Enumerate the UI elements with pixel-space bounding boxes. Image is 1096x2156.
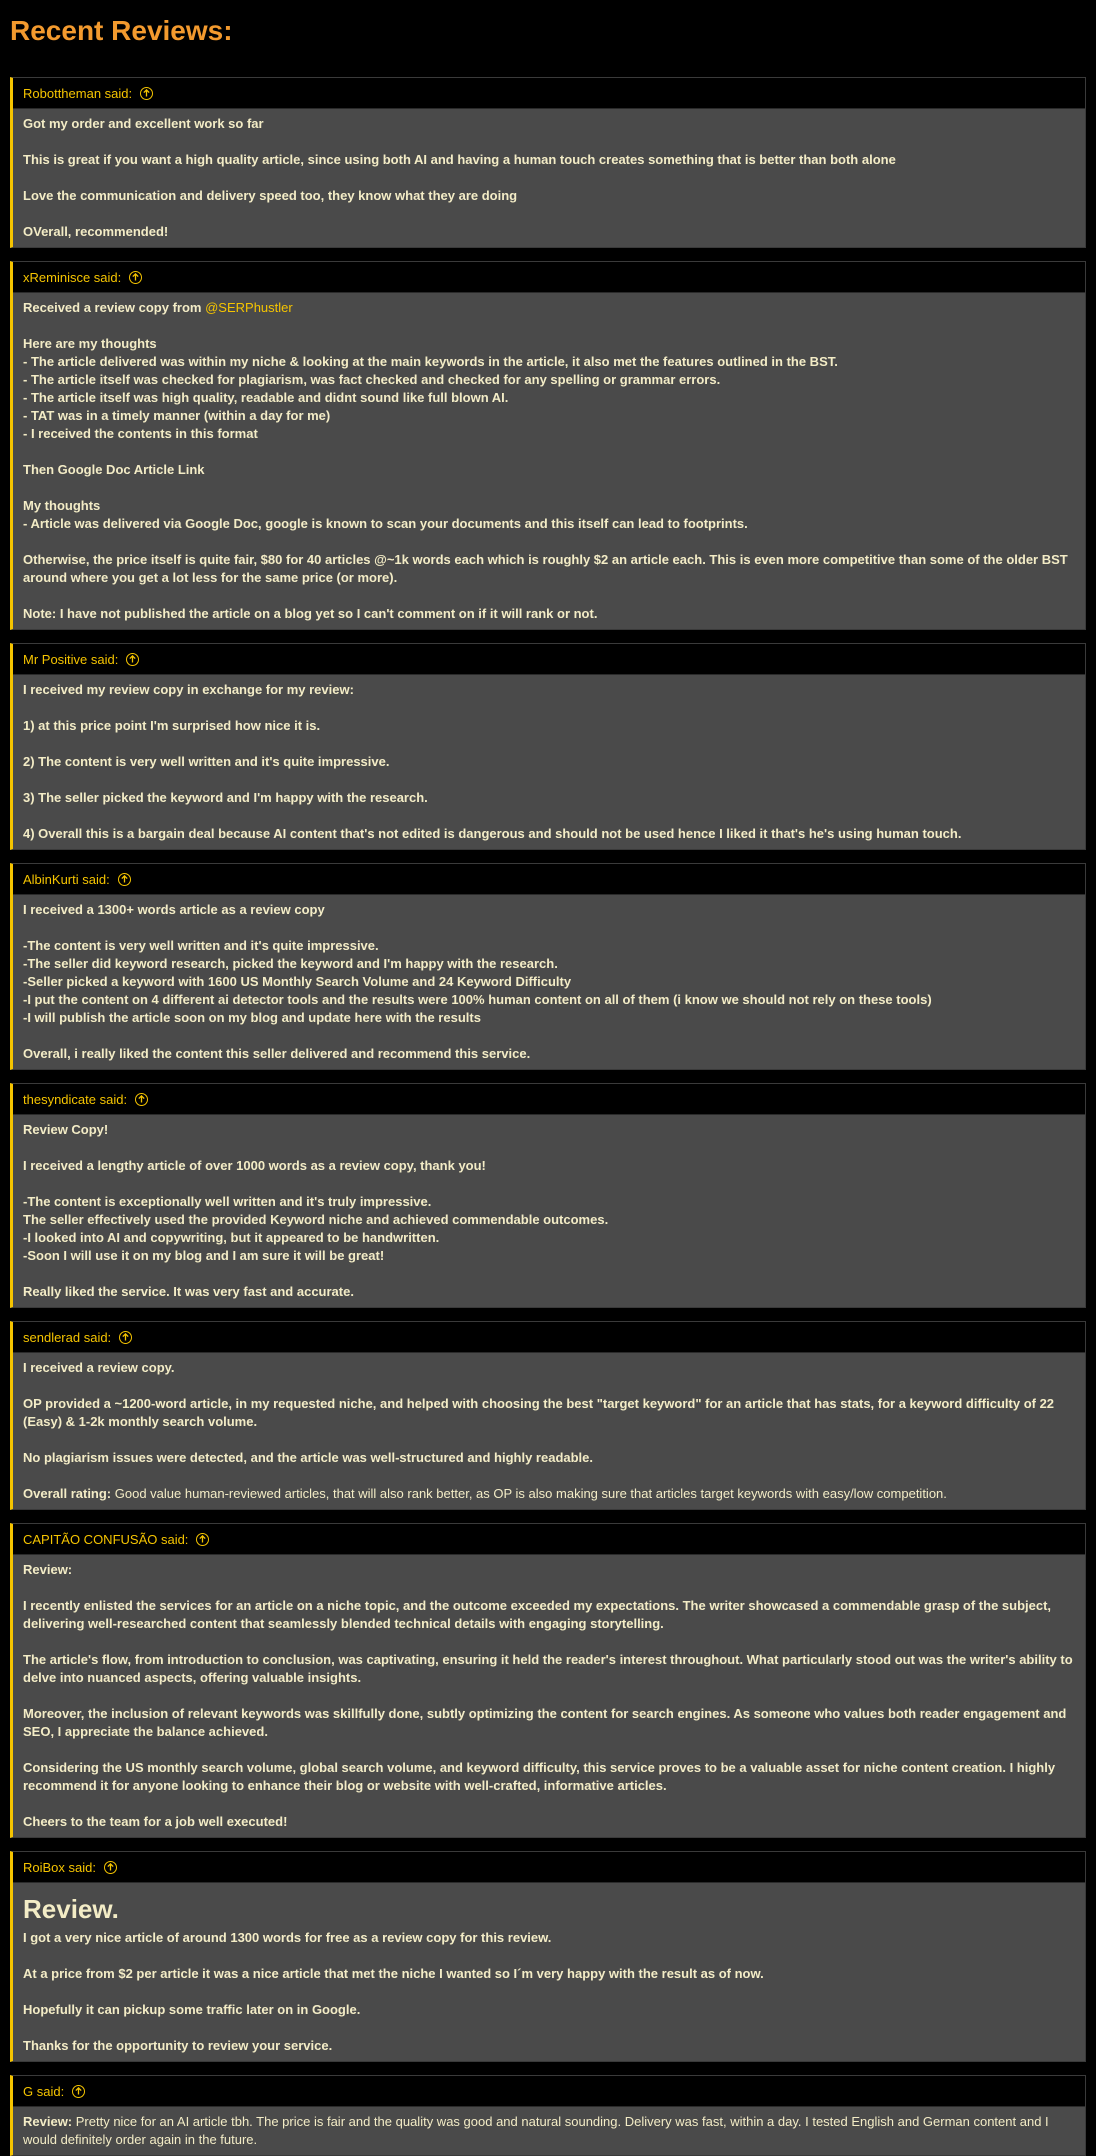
line-break [23, 1027, 1075, 1045]
user-mention-link[interactable]: @SERPhustler [205, 300, 293, 315]
review-line: Here are my thoughts [23, 336, 157, 351]
arrow-up-circle-icon[interactable] [129, 271, 142, 284]
review-line: Considering the US monthly search volume, global search volume, and keyword difficulty, this service proves to be a valuable asset for niche content creation. I highly recommend it for anyone looking to enhance their blog or website with well-crafted, informative articles. [23, 1760, 1056, 1793]
review-author[interactable]: Robottheman said: [23, 85, 133, 101]
quote-header [13, 78, 1085, 109]
review-line: Got my order and excellent work so far [23, 116, 264, 131]
line-break [23, 919, 1075, 937]
review-quote [10, 1321, 1086, 1510]
review-body [13, 293, 1085, 629]
review-line: 1) at this price point I'm surprised how nice it is. [23, 718, 321, 733]
review-text: Pretty nice for an AI article tbh. The price is fair and the quality was good and natural sounding. Delivery was fast, within a day. I tested English and German content and I would definitely order again in the future. [23, 2114, 1049, 2147]
quote-header [13, 644, 1085, 675]
reviews-list [10, 77, 1086, 2156]
line-break [23, 1265, 1075, 1283]
review-body [13, 1353, 1085, 1509]
review-line: The article's flow, from introduction to conclusion, was captivating, ensuring it held the reader's interest throughout. What particularly stood out was the writer's ability to delve into nuanced aspects, offering valuable insights. [23, 1652, 1073, 1685]
arrow-up-circle-icon[interactable] [104, 1861, 117, 1874]
review-line: Really liked the service. It was very fast and accurate. [23, 1284, 354, 1299]
quote-header [13, 262, 1085, 293]
review-label: Overall rating: [23, 1486, 112, 1501]
line-break [23, 133, 1075, 151]
line-break [23, 1175, 1075, 1193]
review-line: No plagiarism issues were detected, and the article was well-structured and highly readable. [23, 1450, 594, 1465]
review-line: I got a very nice article of around 1300 words for free as a review copy for this review. [23, 1930, 552, 1945]
review-line: At a price from $2 per article it was a nice article that met the niche I wanted so I´m very happy with the result as of now. [23, 1966, 764, 1981]
review-body [13, 109, 1085, 247]
arrow-up-circle-icon[interactable] [140, 87, 153, 100]
review-line: Cheers to the team for a job well executed! [23, 1814, 288, 1829]
review-line: Otherwise, the price itself is quite fair, $80 for 40 articles @~1k words each which is roughly $2 an article each. This is even more competitive than some of the older BST around where you get a lot less for the same price (or more). [23, 552, 1068, 585]
review-line: Review: [23, 1562, 73, 1577]
review-line: I received my review copy in exchange for my review: [23, 682, 354, 697]
quote-header [13, 1084, 1085, 1115]
review-body [13, 1555, 1085, 1837]
review-line: 4) Overall this is a bargain deal because AI content that's not edited is dangerous and should not be used hence I liked it that's he's using human touch. [23, 826, 962, 841]
arrow-up-circle-icon[interactable] [126, 653, 139, 666]
review-line: -I looked into AI and copywriting, but it appeared to be handwritten. [23, 1230, 440, 1245]
review-body [13, 1115, 1085, 1307]
review-line: - TAT was in a timely manner (within a day for me) [23, 408, 331, 423]
review-line: Note: I have not published the article on a blog yet so I can't comment on if it will rank or not. [23, 606, 598, 621]
review-body [13, 1883, 1085, 2061]
review-line: Review Copy! [23, 1122, 109, 1137]
review-author[interactable]: AlbinKurti said: [23, 871, 110, 887]
quote-header [13, 1852, 1085, 1883]
line-break [23, 1431, 1075, 1449]
line-break [23, 1467, 1075, 1485]
review-line [23, 2113, 1075, 2149]
review-line: Then Google Doc Article Link [23, 462, 205, 477]
line-break [23, 807, 1075, 825]
review-line: -Seller picked a keyword with 1600 US Monthly Search Volume and 24 Keyword Difficulty [23, 974, 572, 989]
line-break [23, 443, 1075, 461]
line-break [23, 2019, 1075, 2037]
review-line: This is great if you want a high quality article, since using both AI and having a human touch creates something that is better than both alone [23, 152, 896, 167]
review-line: -Soon I will use it on my blog and I am sure it will be great! [23, 1248, 385, 1263]
review-heading: Review. [23, 1894, 119, 1924]
review-line: OP provided a ~1200-word article, in my requested niche, and helped with choosing the best "target keyword" for an article that has stats, for a keyword difficulty of 22 (Easy) & 1-2k monthly search volume. [23, 1396, 1055, 1429]
line-break [23, 479, 1075, 497]
review-text: Good value human-reviewed articles, that will also rank better, as OP is also making sure that articles target keywords with easy/low competition. [111, 1486, 947, 1501]
line-break [23, 1687, 1075, 1705]
review-body [13, 675, 1085, 849]
review-author[interactable]: thesyndicate said: [23, 1091, 128, 1107]
review-line: Thanks for the opportunity to review your service. [23, 2038, 333, 2053]
review-quote [10, 863, 1086, 1070]
line-break [23, 1983, 1075, 2001]
review-line: -The content is exceptionally well written and it's truly impressive. [23, 1194, 432, 1209]
review-quote [10, 261, 1086, 630]
review-line: -The content is very well written and it's quite impressive. [23, 938, 379, 953]
review-line: The seller effectively used the provided Keyword niche and achieved commendable outcomes. [23, 1212, 609, 1227]
quote-header [13, 2076, 1085, 2107]
review-line: - I received the contents in this format [23, 426, 258, 441]
line-break [23, 1795, 1075, 1813]
review-author[interactable]: G said: [23, 2083, 65, 2099]
review-line: I received a lengthy article of over 1000 words as a review copy, thank you! [23, 1158, 486, 1173]
review-line: - The article delivered was within my niche & looking at the main keywords in the article, it also met the features outlined in the BST. [23, 354, 838, 369]
quote-header [13, 1524, 1085, 1555]
line-break [23, 1139, 1075, 1157]
line-break [23, 771, 1075, 789]
quote-header [13, 1322, 1085, 1353]
arrow-up-circle-icon[interactable] [119, 1331, 132, 1344]
line-break [23, 699, 1075, 717]
review-author[interactable]: RoiBox said: [23, 1859, 96, 1875]
review-quote [10, 2075, 1086, 2156]
review-line: -I put the content on 4 different ai detector tools and the results were 100% human content on all of them (i know we should not rely on these tools) [23, 992, 932, 1007]
line-break [23, 735, 1075, 753]
line-break [23, 205, 1075, 223]
review-line: 3) The seller picked the keyword and I'm happy with the research. [23, 790, 428, 805]
review-line: Hopefully it can pickup some traffic later on in Google. [23, 2002, 361, 2017]
review-line: - The article itself was checked for plagiarism, was fact checked and checked for any spelling or grammar errors. [23, 372, 721, 387]
review-body [13, 2107, 1085, 2155]
review-line: -I will publish the article soon on my blog and update here with the results [23, 1010, 481, 1025]
review-line: Love the communication and delivery speed too, they know what they are doing [23, 188, 518, 203]
review-line [23, 1485, 1075, 1503]
review-line: - The article itself was high quality, readable and didnt sound like full blown AI. [23, 390, 509, 405]
review-line [23, 299, 1075, 317]
arrow-up-circle-icon[interactable] [118, 873, 131, 886]
review-label: Review: [23, 2114, 73, 2129]
review-quote [10, 643, 1086, 850]
line-break [23, 1741, 1075, 1759]
review-quote [10, 1083, 1086, 1308]
arrow-up-circle-icon[interactable] [135, 1093, 148, 1106]
review-quote [10, 1523, 1086, 1838]
line-break [23, 1633, 1075, 1651]
review-line: -The seller did keyword research, picked the keyword and I'm happy with the research. [23, 956, 558, 971]
review-quote [10, 77, 1086, 248]
review-line: Overall, i really liked the content this seller delivered and recommend this service. [23, 1046, 531, 1061]
line-break [23, 169, 1075, 187]
review-quote [10, 1851, 1086, 2062]
review-line: 2) The content is very well written and it's quite impressive. [23, 754, 390, 769]
line-break [23, 317, 1075, 335]
review-line: OVerall, recommended! [23, 224, 169, 239]
line-break [23, 533, 1075, 551]
review-line: I recently enlisted the services for an article on a niche topic, and the outcome exceeded my expectations. The writer showcased a commendable grasp of the subject, delivering well-researched content that seamlessly blended technical details with engaging storytelling. [23, 1598, 1052, 1631]
line-break [23, 1947, 1075, 1965]
line-break [23, 587, 1075, 605]
arrow-up-circle-icon[interactable] [196, 1533, 209, 1546]
review-author[interactable]: xReminisce said: [23, 269, 122, 285]
review-line: My thoughts [23, 498, 101, 513]
page-title: Recent Reviews: [10, 15, 233, 46]
review-author[interactable]: Mr Positive said: [23, 651, 119, 667]
review-intro: Received a review copy from [23, 300, 206, 315]
review-author[interactable]: CAPITÃO CONFUSÃO said: [23, 1531, 189, 1547]
review-body [13, 895, 1085, 1069]
quote-header [13, 864, 1085, 895]
review-author[interactable]: sendlerad said: [23, 1329, 112, 1345]
review-line: - Article was delivered via Google Doc, google is known to scan your documents and this itself can lead to footprints. [23, 516, 748, 531]
review-line: Moreover, the inclusion of relevant keywords was skillfully done, subtly optimizing the content for search engines. As someone who values both reader engagement and SEO, I appreciate the balance achieved. [23, 1706, 1067, 1739]
arrow-up-circle-icon[interactable] [72, 2085, 85, 2098]
line-break [23, 1377, 1075, 1395]
line-break [23, 1579, 1075, 1597]
review-line: I received a 1300+ words article as a review copy [23, 902, 325, 917]
review-line: I received a review copy. [23, 1360, 175, 1375]
